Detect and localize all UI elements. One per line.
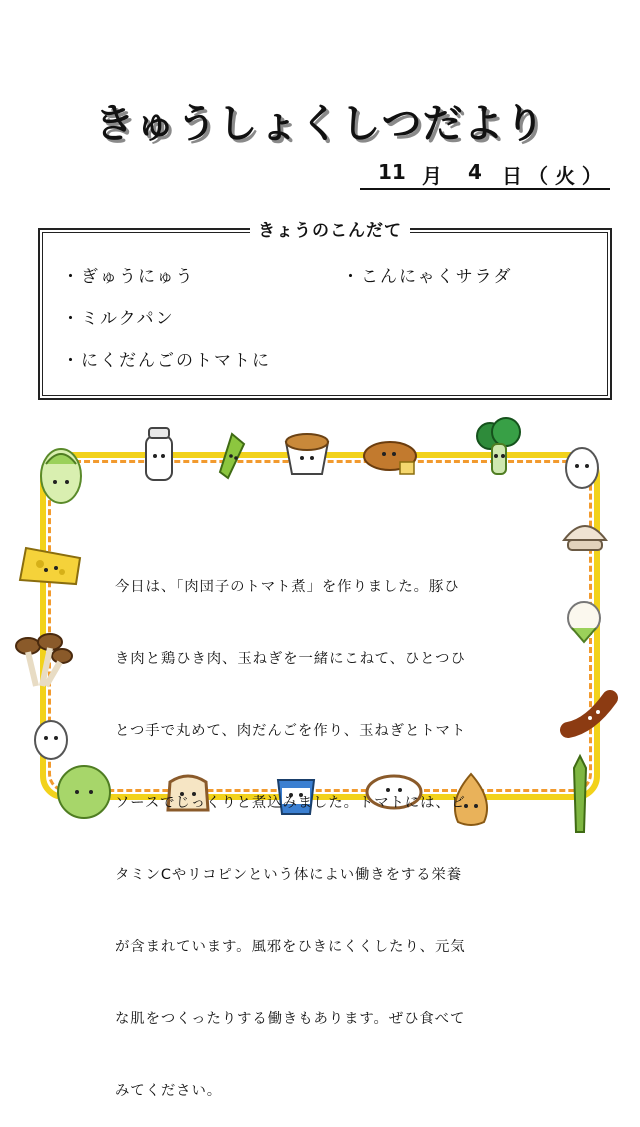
article-line: とつ手で丸めて、肉だんごを作り、玉ねぎとトマト <box>115 723 467 739</box>
date-month: 11 <box>378 160 406 184</box>
egg-small-illustration <box>28 716 74 764</box>
page-title: きゅうしょくしつだより <box>94 101 546 147</box>
date-day: 4 <box>468 160 482 184</box>
okra-illustration <box>212 430 252 482</box>
article-body <box>115 527 525 1127</box>
clam-illustration <box>560 510 610 556</box>
broccoli-illustration <box>472 416 526 480</box>
egg-illustration <box>560 444 604 492</box>
bread-roll-illustration <box>362 436 422 480</box>
menu-item-salad: ・こんにゃくサラダ <box>342 267 513 287</box>
menu-heading: きょうのこんだて <box>250 216 410 241</box>
article-line: な肌をつくったりする働きもあります。ぜひ食べて <box>115 1011 466 1027</box>
chinese-cabbage-illustration <box>36 444 86 506</box>
natto-illustration <box>280 428 334 480</box>
shimeji-mushroom-illustration <box>10 630 74 692</box>
date-weekday: （ 火 ） <box>528 164 602 188</box>
cabbage-illustration <box>52 762 116 822</box>
date-day-unit: 日 <box>502 164 522 188</box>
sausage-illustration <box>560 690 620 740</box>
cheese-illustration <box>16 534 84 588</box>
article-line: ソースでじっくりと煮込みました。トマトには、ビ <box>115 795 466 811</box>
date-month-unit: 月 <box>422 164 442 188</box>
article-line: タミンCやリコピンという体によい働きをする栄養 <box>115 867 463 883</box>
cauliflower-illustration <box>560 598 608 646</box>
menu-item-meatball: ・にくだんごのトマトに <box>62 351 271 371</box>
article-line: が含まれています。風邪をひきにくくしたり、元気 <box>115 939 466 955</box>
menu-item-bread: ・ミルクパン <box>62 309 175 329</box>
article-line: き肉と鶏ひき肉、玉ねぎを一緒にこねて、ひとつひ <box>115 651 466 667</box>
asparagus-illustration <box>560 752 600 836</box>
milk-bottle-illustration <box>136 424 182 484</box>
article-line: みてください。 <box>115 1083 223 1099</box>
menu-item-milk: ・ぎゅうにゅう <box>62 267 195 287</box>
date-line <box>360 160 610 190</box>
article-line: 今日は、「肉団子のトマト煮」を作りました。豚ひ <box>115 579 460 595</box>
